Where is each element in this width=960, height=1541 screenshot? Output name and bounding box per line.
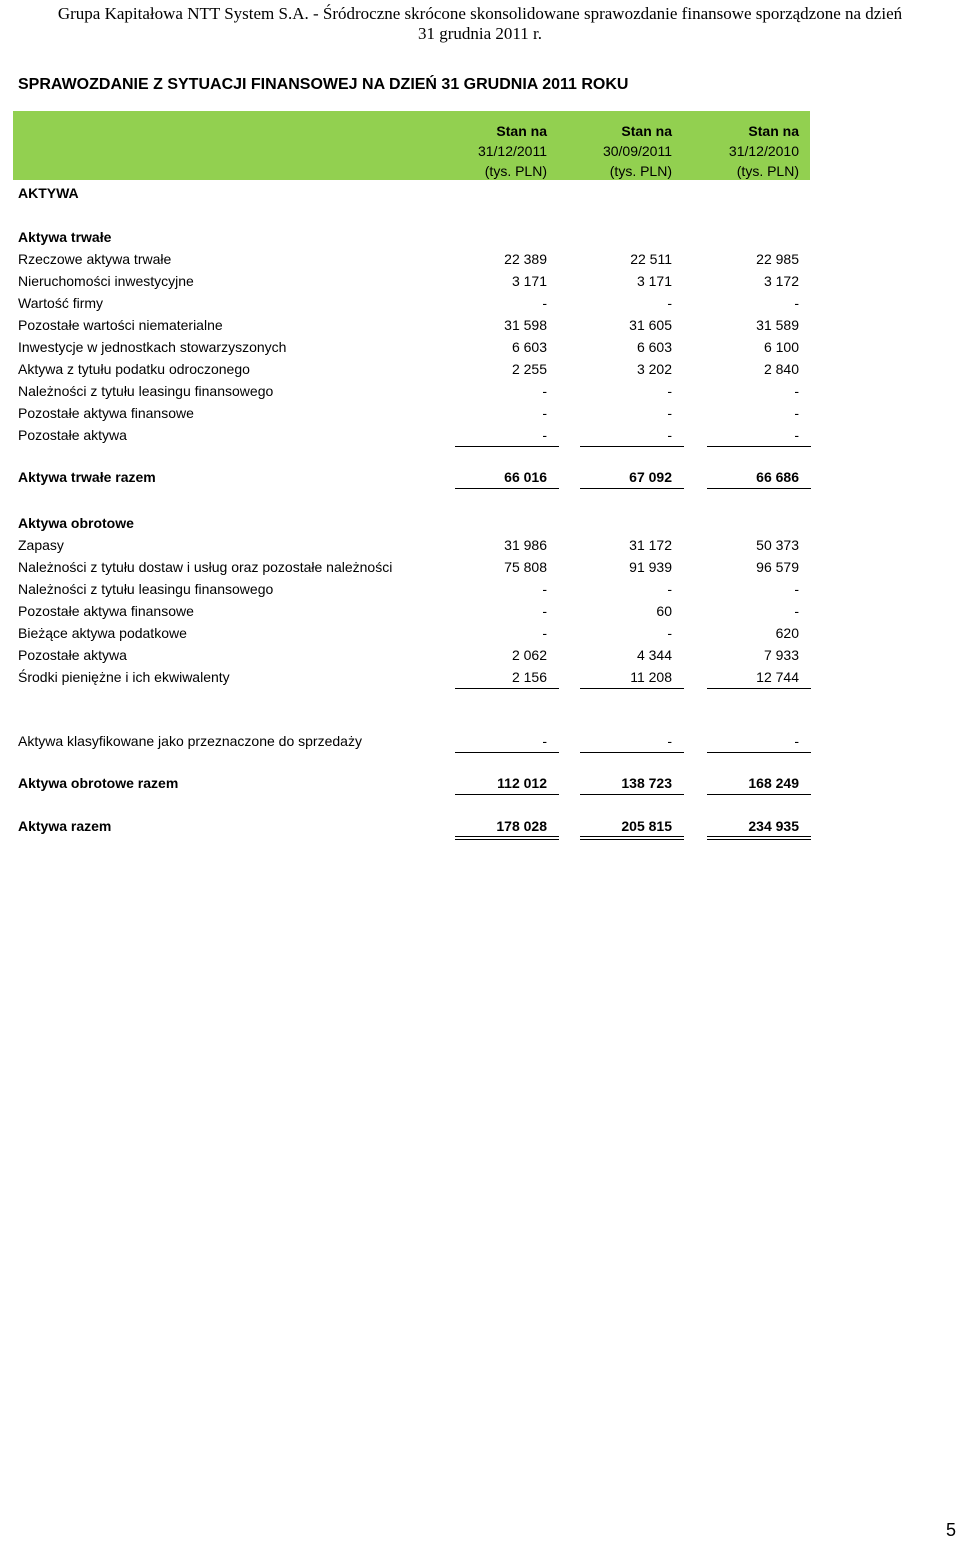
table-row [0,603,960,625]
value-2010-12: 2 840 [763,361,799,377]
value-2011-09: 3 171 [636,273,672,289]
value-2011-12: - [542,383,547,399]
value-2010-12: 3 172 [763,273,799,289]
value-2010-12: 50 373 [756,537,799,553]
total-rule [455,488,559,489]
value-2010-12: 31 589 [756,317,799,333]
row-label: Środki pieniężne i ich ekwiwalenty [18,669,230,685]
value-2011-09: 22 511 [630,251,672,267]
row-label: Aktywa obrotowe razem [18,775,179,791]
subtotal-rule [707,446,811,447]
table-row [0,295,960,317]
subtotal-rule [707,752,811,753]
table-row [0,339,960,361]
table-row [0,537,960,559]
column-1-line-1: Stan na [496,123,547,139]
table-row [0,383,960,405]
value-2011-12: 66 016 [504,469,547,485]
table-row [0,405,960,427]
section-heading-fixed-assets [0,229,960,251]
value-2011-09: 138 723 [621,775,672,791]
value-2011-12: - [542,295,547,311]
row-label: Aktywa trwałe razem [18,469,156,485]
row-label: Zapasy [18,537,64,553]
column-2-line-1: Stan na [621,123,672,139]
row-label: Nieruchomości inwestycyjne [18,273,194,289]
grand-total-double-rule [707,836,811,840]
value-2011-12: - [542,603,547,619]
subtotal-rule [580,688,684,689]
row-label: Aktywa z tytułu podatku odroczonego [18,361,250,377]
value-2011-12: 75 808 [504,559,547,575]
page-number: 5 [945,1520,956,1540]
total-rule [707,794,811,795]
value-2011-12: 2 062 [511,647,547,663]
row-label: Bieżące aktywa podatkowe [18,625,187,641]
value-2011-12: 6 603 [511,339,547,355]
column-3-line-2: 31/12/2010 [728,143,799,159]
value-2010-12: 620 [775,625,799,641]
total-rule [707,488,811,489]
value-2011-09: 91 939 [629,559,672,575]
value-2011-09: 6 603 [636,339,672,355]
value-2010-12: 6 100 [763,339,799,355]
column-2-line-3: (tys. PLN) [609,163,672,179]
column-3-line-3: (tys. PLN) [736,163,799,179]
value-2011-09: 31 172 [629,537,672,553]
grand-total-double-rule [580,836,684,840]
value-2011-09: 60 [656,603,672,619]
subtotal-rule [707,688,811,689]
row-label: Pozostałe aktywa finansowe [18,603,194,619]
value-2011-12: 3 171 [511,273,547,289]
value-2010-12: 66 686 [756,469,799,485]
row-label: Aktywa klasyfikowane jako przeznaczone do sprzedaży [18,733,362,749]
column-1-line-2: 31/12/2011 [477,143,547,159]
subtotal-rule [455,752,559,753]
value-2011-12: - [542,427,547,443]
header-line-1: Grupa Kapitałowa NTT System S.A. - Śródroczne skrócone skonsolidowane sprawozdanie finansowe sporządzone na dzień [57,4,903,23]
value-2011-12: 178 028 [496,818,547,834]
value-2011-12: 2 156 [511,669,547,685]
table-row [0,625,960,647]
value-2010-12: - [794,603,799,619]
value-2011-09: 31 605 [629,317,672,333]
value-2011-09: 3 202 [636,361,672,377]
value-2010-12: 168 249 [748,775,799,791]
value-2011-12: - [542,625,547,641]
value-2011-09: - [667,383,672,399]
value-2010-12: 7 933 [763,647,799,663]
value-2011-09: - [667,405,672,421]
value-2010-12: - [794,733,799,749]
value-2011-12: - [542,733,547,749]
value-2010-12: - [794,383,799,399]
column-3-line-1: Stan na [748,123,799,139]
row-label: Pozostałe aktywa [18,427,127,443]
table-row [0,647,960,669]
row-label: Należności z tytułu dostaw i usług oraz pozostałe należności [18,559,393,575]
value-2010-12: - [794,427,799,443]
section-heading-label: Aktywa trwałe [18,229,112,245]
grand-total-double-rule [455,836,559,840]
value-2011-12: 31 598 [504,317,547,333]
value-2011-09: - [667,581,672,597]
value-2010-12: 96 579 [756,559,799,575]
table-row [0,581,960,603]
value-2011-12: 31 986 [504,537,547,553]
table-row [0,317,960,339]
value-2010-12: - [794,581,799,597]
total-rule [580,794,684,795]
section-heading-label: Aktywa obrotowe [18,515,134,531]
value-2011-09: 67 092 [629,469,672,485]
row-label: Pozostałe aktywa [18,647,127,663]
assets-header-label: AKTYWA [18,185,79,201]
value-2011-09: - [667,295,672,311]
value-2010-12: 234 935 [748,818,799,834]
value-2010-12: 22 985 [756,251,799,267]
column-2-line-2: 30/09/2011 [602,143,672,159]
table-row [0,273,960,295]
header-line-2: 31 grudnia 2011 r. [417,24,543,43]
table-row [0,251,960,273]
row-label: Inwestycje w jednostkach stowarzyszonych [18,339,287,355]
value-2011-12: - [542,581,547,597]
subtotal-rule [455,688,559,689]
section-heading-current-assets [0,515,960,537]
column-1-line-3: (tys. PLN) [484,163,547,179]
value-2011-12: 22 389 [504,251,547,267]
subtotal-rule [580,446,684,447]
value-2011-09: 205 815 [621,818,672,834]
row-label: Aktywa razem [18,818,112,834]
value-2011-12: - [542,405,547,421]
table-row [0,361,960,383]
value-2011-09: 4 344 [636,647,672,663]
value-2011-09: - [667,625,672,641]
subtotal-rule [580,752,684,753]
value-2011-12: 112 012 [497,775,547,791]
row-label: Należności z tytułu leasingu finansowego [18,581,274,597]
value-2010-12: - [794,405,799,421]
row-label: Należności z tytułu leasingu finansowego [18,383,274,399]
value-2010-12: - [794,295,799,311]
table-row [0,559,960,581]
column-header-1 [437,121,547,181]
statement-title: SPRAWOZDANIE Z SYTUACJI FINANSOWEJ NA DZIEŃ 31 GRUDNIA 2011 ROKU [18,76,629,93]
value-2011-09: - [667,427,672,443]
value-2010-12: 12 744 [756,669,799,685]
subtotal-rule [455,446,559,447]
row-label: Wartość firmy [18,295,104,311]
row-label: Rzeczowe aktywa trwałe [18,251,172,267]
total-rule [455,794,559,795]
column-header-2 [562,121,672,181]
column-header-3 [689,121,799,181]
value-2011-12: 2 255 [511,361,547,377]
total-rule [580,488,684,489]
value-2011-09: 11 208 [630,669,672,685]
document-header [0,4,960,44]
value-2011-09: - [667,733,672,749]
row-label: Pozostałe wartości niematerialne [18,317,223,333]
row-label: Pozostałe aktywa finansowe [18,405,194,421]
